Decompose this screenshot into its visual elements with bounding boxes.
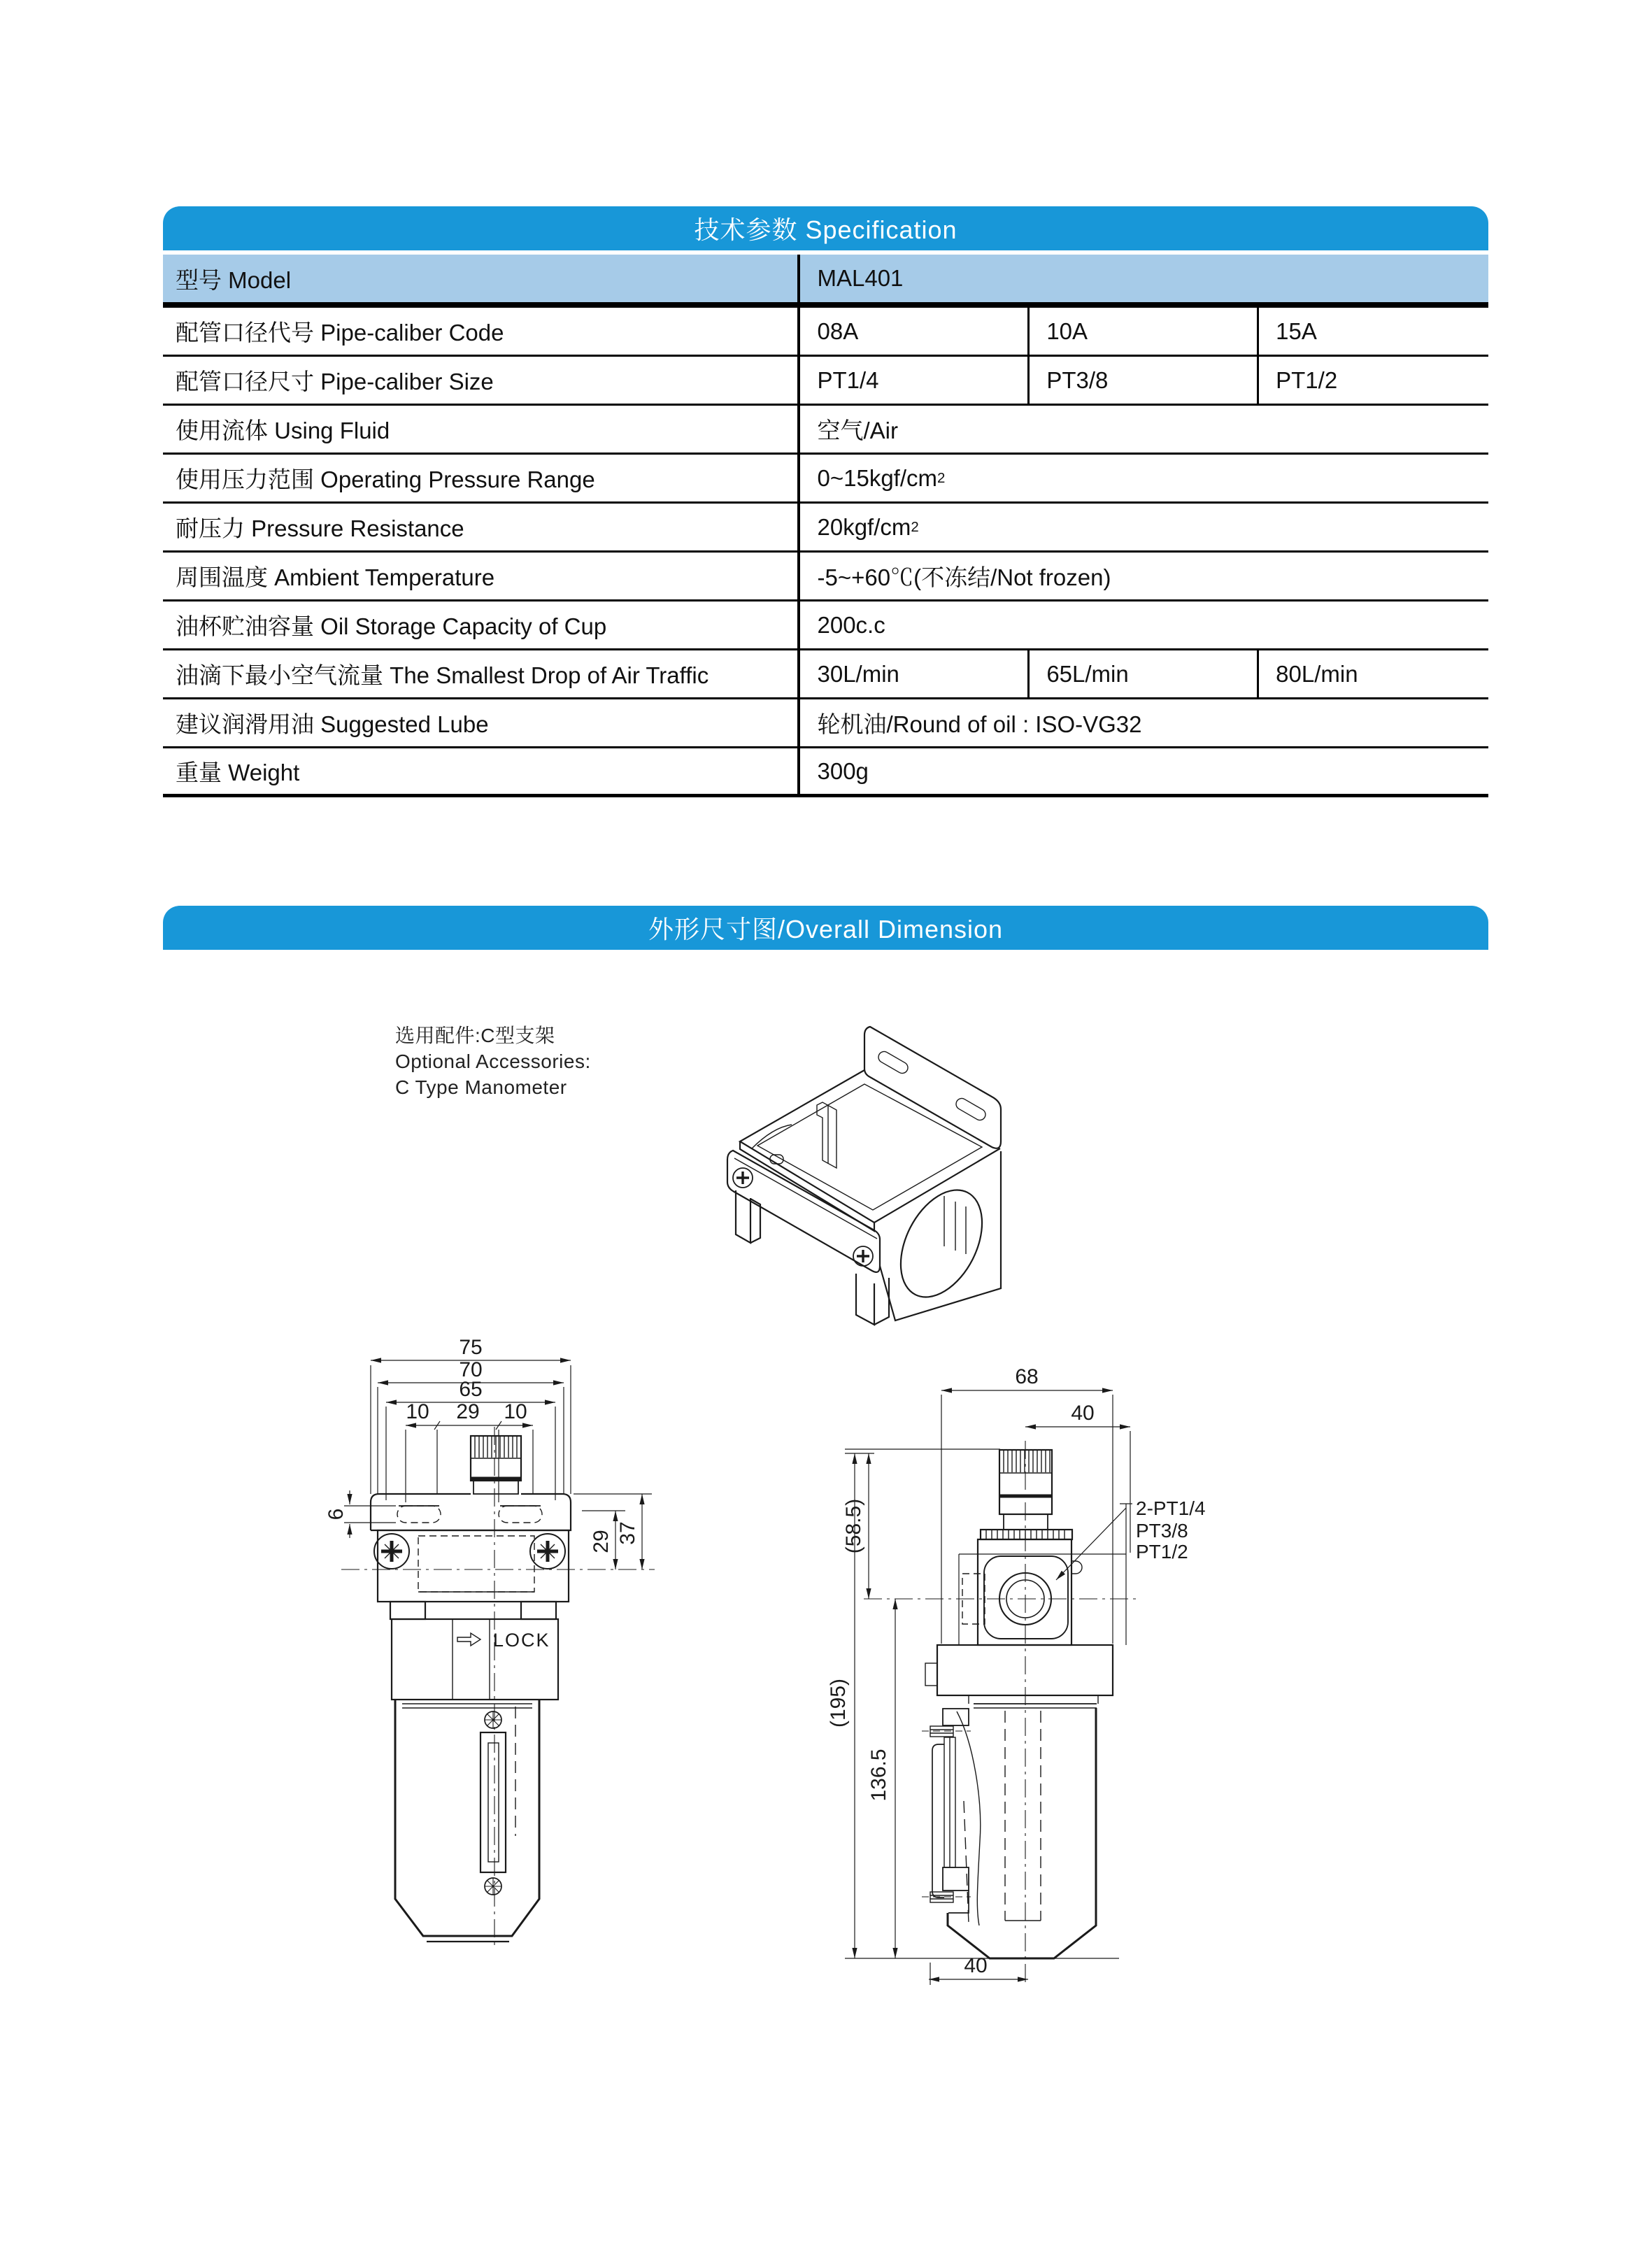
sight-window-inner bbox=[488, 1743, 499, 1862]
row-label: 油滴下最小空气流量 The Smallest Drop of Air Traffic bbox=[163, 650, 800, 697]
row-label: 重量 Weight bbox=[163, 748, 800, 794]
dim-70-label: 70 bbox=[459, 1358, 483, 1381]
dim-75-label: 75 bbox=[459, 1336, 483, 1359]
bracket-slot-hole-upper bbox=[876, 1050, 910, 1076]
row-value: 300g bbox=[817, 757, 869, 784]
front-view-drawing bbox=[325, 1336, 671, 1972]
accessory-note bbox=[395, 1023, 591, 1100]
value-text: 20kgf/cm bbox=[817, 513, 911, 540]
spec-row-pressure-resistance bbox=[163, 504, 1488, 553]
dim-68-label: 68 bbox=[1015, 1365, 1039, 1388]
bracket-screw-upper bbox=[733, 1168, 753, 1188]
row-label: 油杯贮油容量 Oil Storage Capacity of Cup bbox=[163, 601, 800, 648]
row-value-3: PT1/2 bbox=[1276, 366, 1338, 393]
port-label-3: PT1/2 bbox=[1136, 1541, 1188, 1562]
side-bowl bbox=[948, 1708, 1096, 1958]
bracket-slot-hole-lower bbox=[954, 1097, 988, 1123]
spec-row-weight bbox=[163, 748, 1488, 797]
spec-model-row bbox=[163, 255, 1488, 308]
front-slot-left bbox=[397, 1506, 441, 1523]
row-value: 轮机油/Round of oil : ISO-VG32 bbox=[817, 711, 1142, 737]
bracket-inner-bars bbox=[944, 1196, 966, 1254]
side-view-drawing bbox=[825, 1343, 1357, 2049]
row-label: 配管口径代号 Pipe-caliber Code bbox=[163, 308, 800, 355]
side-top-dimensions bbox=[941, 1390, 1130, 1644]
lock-label: LOCK bbox=[493, 1630, 550, 1651]
sight-window-outer bbox=[480, 1732, 506, 1872]
dim-195-label: (195) bbox=[827, 1678, 850, 1728]
spec-row-oil-storage-capacity bbox=[163, 601, 1488, 650]
side-valve-body bbox=[962, 1539, 1082, 1645]
spec-row-pipe-caliber-code bbox=[163, 308, 1488, 357]
row-label: 周围温度 Ambient Temperature bbox=[163, 553, 800, 599]
dim-29-right-label: 29 bbox=[590, 1530, 613, 1553]
accessory-note-line1: 选用配件:C型支架 bbox=[395, 1025, 555, 1046]
side-clamp-assembly bbox=[922, 1709, 971, 1913]
dim-10-left-label: 10 bbox=[406, 1400, 429, 1423]
row-label: 使用压力范围 Operating Pressure Range bbox=[163, 455, 800, 501]
dim-136-5-label: 136.5 bbox=[867, 1749, 890, 1802]
bracket-isometric-drawing bbox=[657, 965, 1105, 1385]
row-value: -5~+60℃(不冻结/Not frozen) bbox=[817, 564, 1111, 590]
side-ribbed-collar bbox=[981, 1530, 1072, 1539]
spec-row-smallest-air-traffic bbox=[163, 650, 1488, 699]
row-value-1: 08A bbox=[800, 308, 1030, 355]
row-label: 耐压力 Pressure Resistance bbox=[163, 504, 800, 550]
spec-row-suggested-lube bbox=[163, 699, 1488, 748]
row-value-3: 80L/min bbox=[1276, 660, 1358, 687]
dim-6-label: 6 bbox=[325, 1508, 348, 1521]
sight-window-screw-bottom bbox=[485, 1878, 501, 1895]
row-value: 20kgf/cm 2 bbox=[817, 513, 919, 540]
dimension-section-title: 外形尺寸图/Overall Dimension bbox=[648, 915, 1004, 944]
dimension-section-header bbox=[163, 906, 1488, 950]
row-value-2: 10A bbox=[1030, 308, 1259, 355]
dim-40-bottom-label: 40 bbox=[964, 1954, 988, 1977]
spec-section-header bbox=[163, 206, 1488, 250]
bracket-side-slot bbox=[884, 1176, 999, 1311]
dim-40-top-label: 40 bbox=[1071, 1402, 1095, 1425]
row-value-2: PT3/8 bbox=[1030, 357, 1259, 404]
row-value-3: 15A bbox=[1276, 318, 1317, 344]
dim-10-right-label: 10 bbox=[504, 1400, 527, 1423]
port-label-1: 2-PT1/4 bbox=[1136, 1497, 1206, 1519]
spec-row-using-fluid bbox=[163, 406, 1488, 455]
front-valve-body bbox=[378, 1530, 569, 1619]
row-value: 0~15kgf/cm 2 bbox=[817, 464, 946, 491]
lock-arrow-icon bbox=[457, 1633, 480, 1646]
row-label: 建议润滑用油 Suggested Lube bbox=[163, 699, 800, 746]
bracket-screw-lower bbox=[853, 1246, 873, 1266]
front-bowl bbox=[395, 1700, 539, 1942]
bracket-back-plate bbox=[864, 1027, 1001, 1148]
front-slot-right bbox=[499, 1506, 542, 1523]
row-value-2: 65L/min bbox=[1030, 650, 1259, 697]
accessory-note-line2: Optional Accessories: bbox=[395, 1051, 591, 1072]
port-label-2: PT3/8 bbox=[1136, 1520, 1188, 1542]
row-label: 使用流体 Using Fluid bbox=[163, 406, 800, 453]
accessory-note-line3: C Type Manometer bbox=[395, 1076, 567, 1098]
row-value-1: 30L/min bbox=[800, 650, 1030, 697]
value-text: 0~15kgf/cm bbox=[817, 464, 937, 491]
dim-65-label: 65 bbox=[459, 1378, 483, 1401]
row-value-1: PT1/4 bbox=[800, 357, 1030, 404]
row-label: 配管口径尺寸 Pipe-caliber Size bbox=[163, 357, 800, 404]
bracket-top-frame bbox=[740, 1070, 1000, 1231]
dim-29-top-label: 29 bbox=[456, 1400, 480, 1423]
front-right-dimensions bbox=[574, 1494, 652, 1569]
front-top-flange bbox=[371, 1494, 571, 1530]
row-value: 空气/Air bbox=[817, 418, 898, 443]
spec-section-title: 技术参数 Specification bbox=[694, 215, 957, 244]
spec-row-operating-pressure bbox=[163, 455, 1488, 504]
sight-window-screw-top bbox=[485, 1711, 501, 1728]
model-label: 型号 Model bbox=[163, 255, 800, 302]
side-flange bbox=[925, 1645, 1113, 1708]
dim-58-5-label: (58.5) bbox=[842, 1498, 865, 1554]
front-screw-left bbox=[374, 1534, 409, 1569]
front-screw-right bbox=[530, 1534, 565, 1569]
front-tab-left bbox=[390, 1602, 425, 1619]
front-adjust-knob bbox=[471, 1436, 521, 1494]
bracket-legs bbox=[736, 1190, 889, 1325]
bracket-side-wall bbox=[880, 1151, 1001, 1320]
dim-37-label: 37 bbox=[616, 1521, 639, 1545]
spec-table bbox=[163, 255, 1488, 797]
front-tab-right bbox=[521, 1602, 556, 1619]
spec-row-ambient-temperature bbox=[163, 553, 1488, 601]
model-value: MAL401 bbox=[817, 265, 904, 291]
row-value: 200c.c bbox=[817, 611, 885, 638]
spec-row-pipe-caliber-size bbox=[163, 357, 1488, 406]
